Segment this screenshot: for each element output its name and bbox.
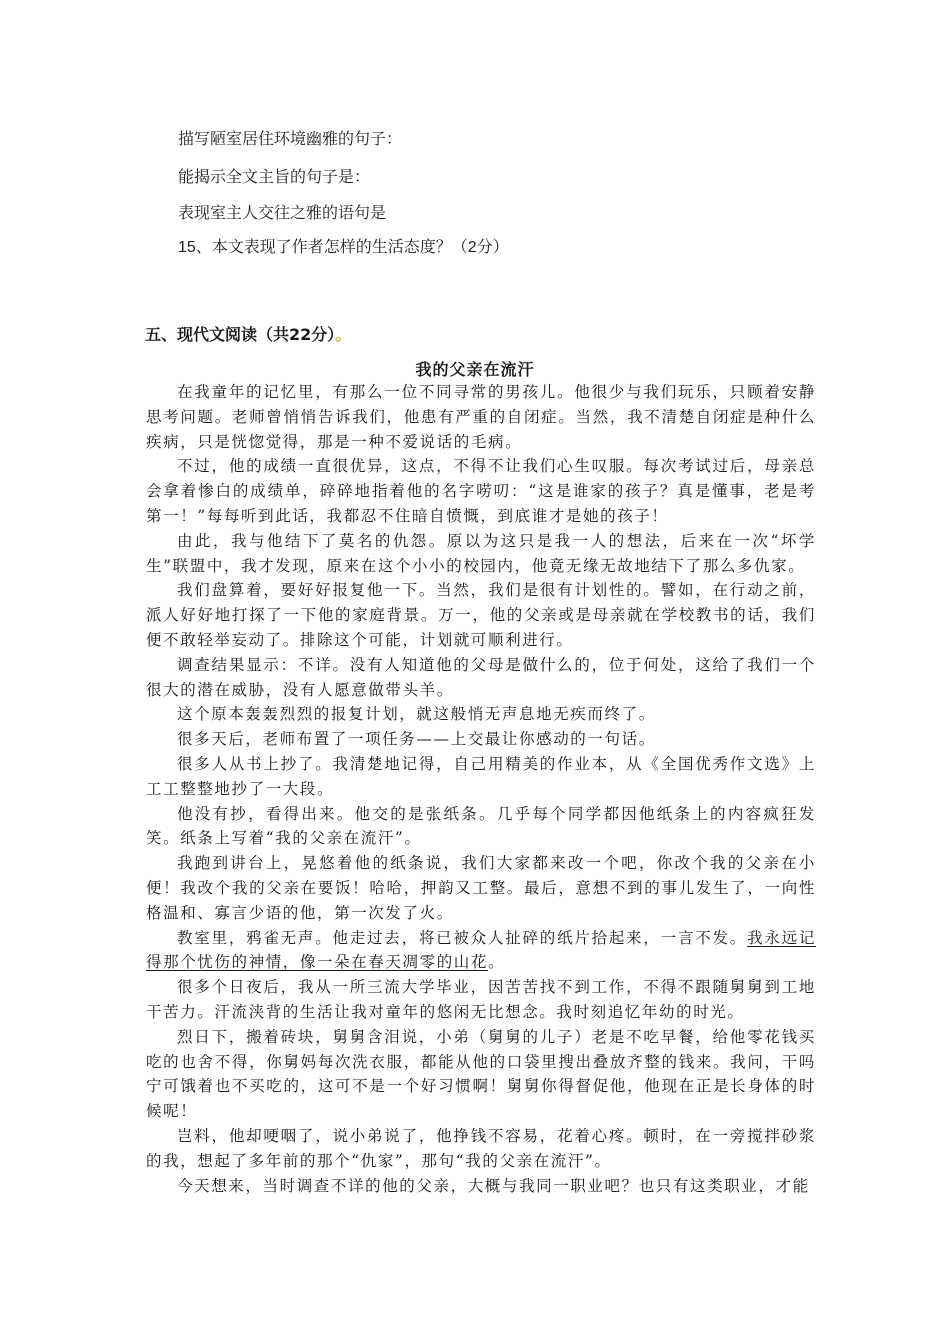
paragraph: 烈日下，搬着砖块，舅舅含泪说，小弟（舅舅的儿子）老是不吃早餐，给他零花钱买吃的也舍不得，你舅妈每次洗衣服，都能从他的口袋里搜出叠放齐整的钱来。我问，干吗宁可饿着也不买吃的，这可不是一个好习惯啊！舅舅你得督促他，他现在正是长身体的时候呢！ [146,1027,816,1121]
section-title-dot: 。 [335,325,352,344]
paragraph: 很多个日夜后，我从一所三流大学毕业，因苦苦找不到工作，不得不跟随舅舅到工地干苦力。汗流浃背的生活让我对童年的悠闲无比想念。我时刻追忆年幼的时光。 [146,978,816,1021]
paragraph: 不过，他的成绩一直很优异，这点，不得不让我们心生叹服。每次考试过后，母亲总会拿着惨白的成绩单，碎碎地指着他的名字唠叨：“这是谁家的孩子？真是懂事，老是考第一！”每每听到此话，我都忍不住暗自愤慨，到底谁才是她的孩子！ [146,457,816,525]
section-title-text: 五、现代文阅读（共22分） [145,325,336,344]
q14-social-line: 表现室主人交往之雅的语句是 [178,205,387,222]
q14-environment-line: 描写陋室居住环境幽雅的句子： [178,131,403,148]
paragraph: 他没有抄，看得出来。他交的是张纸条。几乎每个同学都因他纸条上的内容疯狂发笑。纸条上写着“我的父亲在流汗”。 [146,804,816,848]
paragraph-text: 。 [488,953,506,972]
paragraph: 由此，我与他结下了莫名的仇怨。原以为这只是我一人的想法，后来在一次“坏学生”联盟中，我才发现，原来在这个小小的校园内，他竟无缘无故地结下了那么多仇家。 [146,531,816,575]
paragraph: 很多天后，老师布置了一项任务——上交最让你感动的一句话。 [177,730,656,749]
article-body [146,380,816,1198]
paragraph: 岂料，他却哽咽了，说小弟说了，他挣钱不容易，花着心疼。顿时，在一旁搅拌砂浆的我，想起了多年前的那个“仇家”，那句“我的父亲在流汗”。 [146,1126,816,1170]
paragraph: 我跑到讲台上，晃悠着他的纸条说，我们大家都来改一个吧，你改个我的父亲在小便！我改个我的父亲在要饭！哈哈，押韵又工整。最后，意想不到的事儿发生了，一向性格温和、寡言少语的他，第一次发了火。 [146,854,816,922]
underlined-sentence: 我永远记得那个忧伤的神情，像一朵在春天凋零的山花 [146,928,816,972]
paragraph: 今天想来，当时调查不详的他的父亲，大概与我同一职业吧？也只有这类职业，才能 [177,1176,810,1195]
paragraph: 在我童年的记忆里，有那么一位不同寻常的男孩儿。他很少与我们玩乐，只顾着安静思考问题。老师曾悄悄告诉我们，他患有严重的自闭症。当然，我不清楚自闭症是种什么疾病，只是恍惚觉得，那是一种不爱说话的毛病。 [146,383,816,451]
paragraph: 很多人从书上抄了。我清楚地记得，自己用精美的作业本，从《全国优秀作文选》上工工整整地抄了一大段。 [146,754,816,798]
article-title: 我的父亲在流汗 [415,360,535,379]
paragraph: 我们盘算着，要好好报复他一下。当然，我们是很有计划性的。譬如，在行动之前，派人好好地打探了一下他的家庭背景。万一，他的父亲或是母亲就在学校教书的话，我们便不敢轻举妄动了。排除这个可能，计划就可顺利进行。 [146,581,816,649]
paragraph: 调查结果显示：不详。没有人知道他的父母是做什么的，位于何处，这给了我们一个很大的潜在威胁，没有人愿意做带头羊。 [146,655,816,699]
paragraph: 这个原本轰轰烈烈的报复计划，就这般悄无声息地无疾而终了。 [177,705,656,724]
q14-theme-line: 能揭示全文主旨的句子是： [178,169,371,186]
q15-question: 15、本文表现了作者怎样的生活态度？（2分） [178,239,509,256]
paragraph-text: 教室里，鸦雀无声。他走过去，将已被众人扯碎的纸片拾起来，一言不发。 [177,928,748,947]
paragraph-with-underline [146,926,816,976]
section-title [145,322,351,345]
